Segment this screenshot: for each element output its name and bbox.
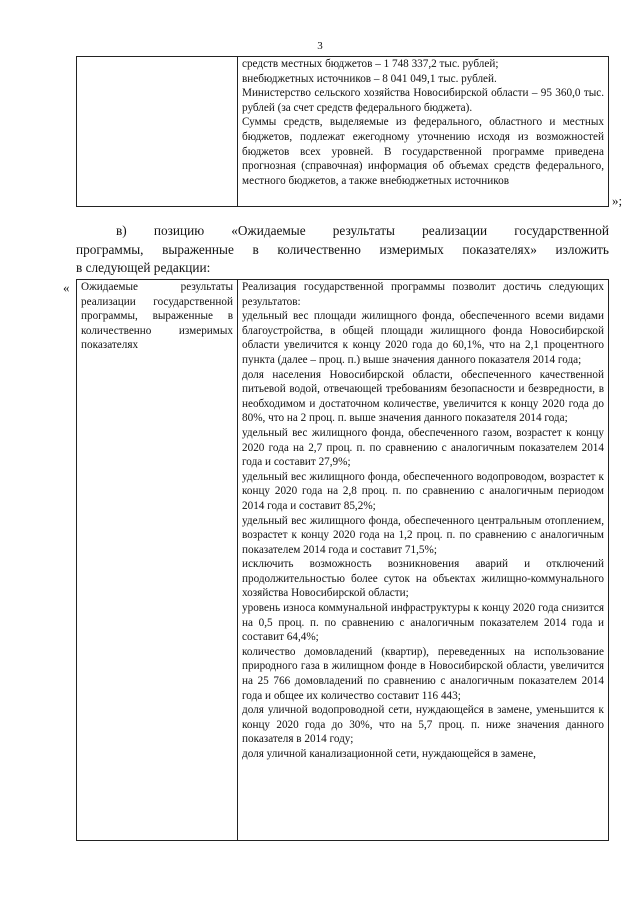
result-item: удельный вес жилищного фонда, обеспеченного водопроводом, возрастет к концу 2020 года на 2,8 проц. п. по сравнению с аналогичным периодом 2014 года и составит 85,2%; bbox=[242, 470, 604, 512]
result-item: удельный вес жилищного фонда, обеспеченного газом, возрастет к концу 2020 года на 2,7 проц. п. по сравнению с аналогичным показателем 2014 года и составит 27,9%; bbox=[242, 426, 604, 469]
amendment-paragraph bbox=[76, 222, 609, 278]
result-item: Реализация государственной программы позволит достичь следующих результатов: bbox=[242, 281, 604, 308]
result-item: количество домовладений (квартир), переведенных на использование природного газа в жилищном фонде в Новосибирской области, увеличится на 25 766 домовладений по сравнению с аналогичным показателем 2014 года и общее их количество составит 116 443; bbox=[242, 645, 604, 702]
page-number: 3 bbox=[317, 40, 323, 52]
paragraph-line-1: в) позицию «Ожидаемые результаты реализации государственной bbox=[116, 223, 609, 238]
opening-quote: « bbox=[63, 280, 70, 295]
expected-results-content bbox=[238, 280, 609, 841]
result-item: доля уличной водопроводной сети, нуждающейся в замене, уменьшится к концу 2020 года до 30%, что на 5,7 проц. п. ниже значения данного показателя в 2014 году; bbox=[242, 704, 604, 746]
funding-table-left-cell bbox=[77, 57, 238, 207]
expected-results-label-text: Ожидаемые результаты реализации государственной программы, выраженные в количественно измеримых показателях bbox=[81, 281, 233, 352]
closing-quote: »; bbox=[612, 193, 623, 208]
expected-results-table bbox=[76, 279, 609, 841]
result-item: уровень износа коммунальной инфраструктуры к концу 2020 года снизится на 0,5 проц. п. по сравнению с аналогичным показателем 2014 года и составит 64,4%; bbox=[242, 602, 604, 644]
result-item: доля населения Новосибирской области, обеспеченного качественной питьевой водой, отвечающей требованиям безопасности и безвредности, в необходимом и достаточном количестве, увеличится к концу 2020 года до 80%, что на 2 проц. п. выше значения данного показателя 2014 года; bbox=[242, 368, 604, 425]
paragraph-line-3: в следующей редакции: bbox=[76, 260, 211, 275]
funding-table-right-cell bbox=[238, 57, 609, 207]
funding-table-continuation bbox=[76, 56, 609, 207]
paragraph-line-2: программы, выраженные в количественно измеримых показателях» изложить bbox=[76, 241, 609, 257]
expected-results-label bbox=[77, 280, 238, 841]
funding-line: внебюджетных источников – 8 041 049,1 тыс. рублей. bbox=[242, 72, 497, 85]
funding-line: Суммы средств, выделяемые из федерального, областного и местных бюджетов, подлежат ежегодному уточнению исходя из возможностей бюджетов всех уровней. В государственной программе приведена прогнозная (справочная) информация об объемах средств федерального, местного бюджетов, а также внебюджетных источников bbox=[242, 116, 604, 187]
result-item: удельный вес площади жилищного фонда, обеспеченного всеми видами благоустройства, в общей площади жилищного фонда Новосибирской области увеличится к концу 2020 года до 60,1%, что на 2,1 процентного пункта (далее – проц. п.) выше значения данного показателя 2014 года; bbox=[242, 310, 604, 366]
funding-line: Министерство сельского хозяйства Новосибирской области – 95 360,0 тыс. рублей (за счет средств федерального бюджета). bbox=[242, 87, 604, 114]
result-item: удельный вес жилищного фонда, обеспеченного центральным отоплением, возрастет к концу 2020 года на 1,2 проц. п. по сравнению с аналогичным показателем 2014 года и составит 71,5%; bbox=[242, 514, 604, 556]
result-item: доля уличной канализационной сети, нуждающейся в замене, bbox=[242, 748, 536, 760]
funding-line: средств местных бюджетов – 1 748 337,2 тыс. рублей; bbox=[242, 58, 499, 70]
result-item: исключить возможность возникновения аварий и отключений продолжительностью более суток на объектах жилищно-коммунального хозяйства Новосибирской области; bbox=[242, 558, 604, 600]
